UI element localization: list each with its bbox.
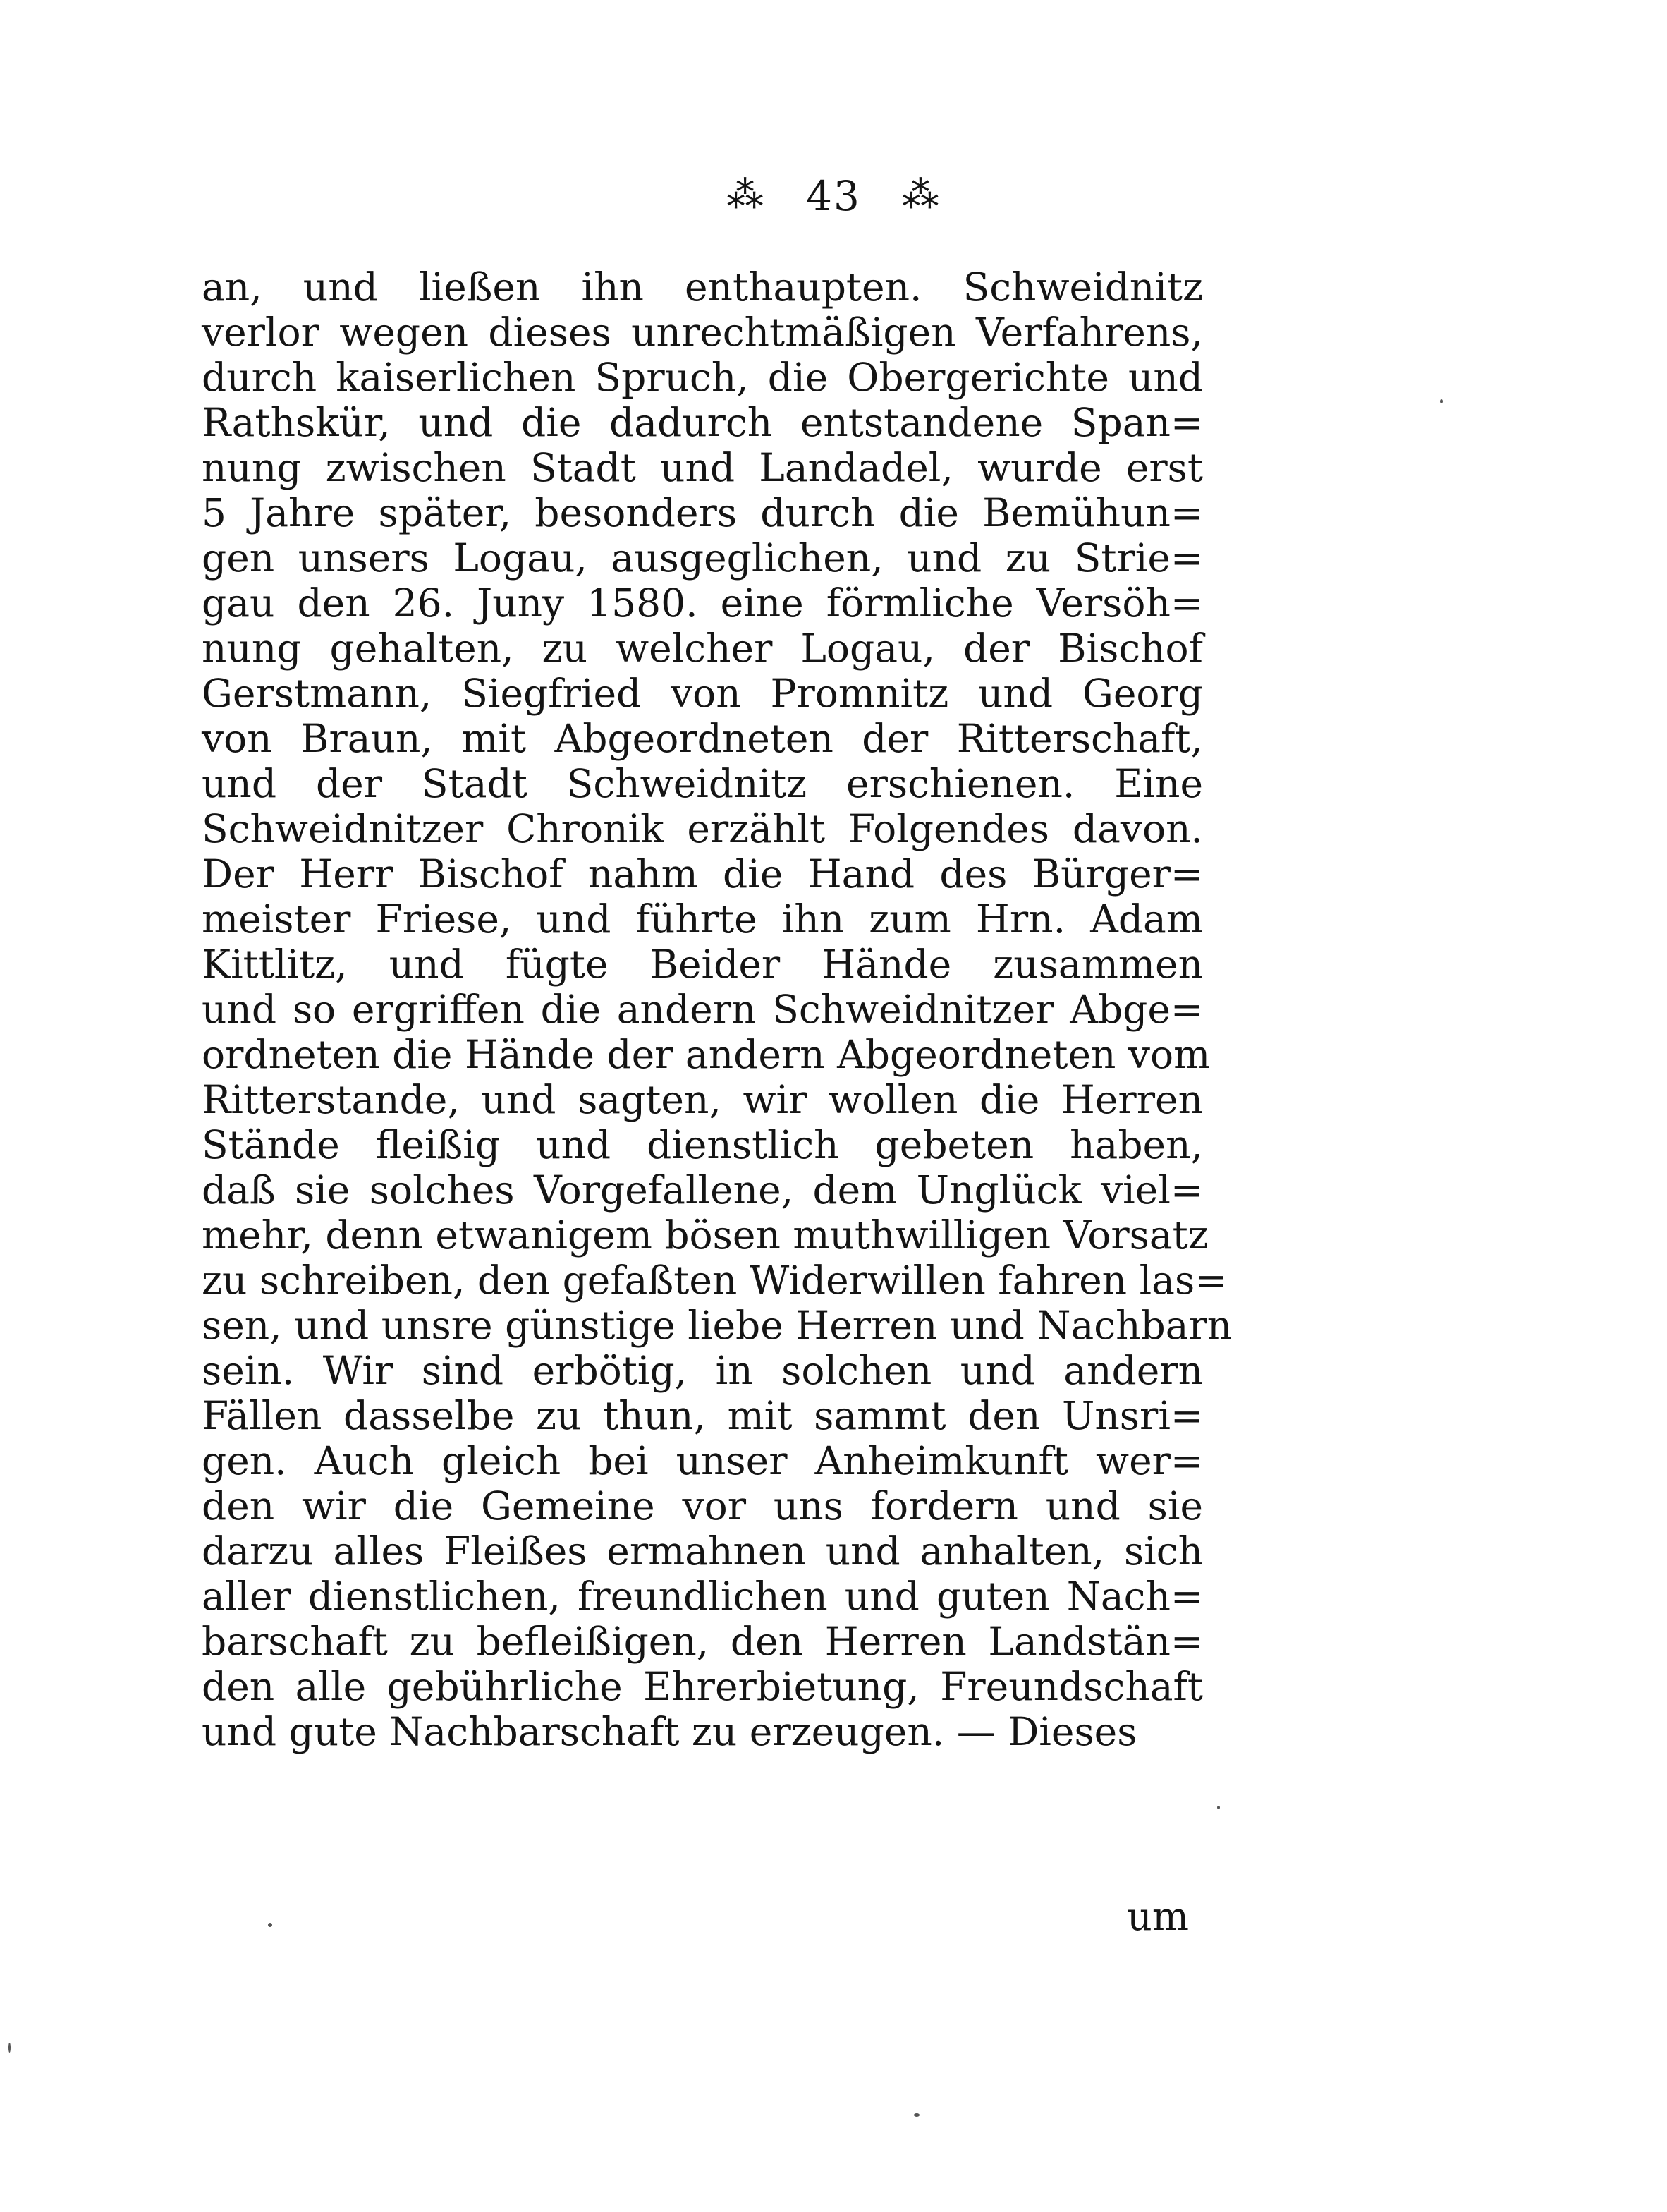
- text-line: darzu alles Fleißes ermahnen und anhalten, sich: [202, 1529, 1203, 1574]
- text-line: von Braun, mit Abgeordneten der Ritterschaft,: [202, 716, 1203, 761]
- text-line: zu schreiben, den gefaßten Widerwillen fahren las=: [202, 1258, 1228, 1303]
- text-line: sein. Wir sind erbötig, in solchen und andern: [202, 1348, 1203, 1393]
- text-line: nung gehalten, zu welcher Logau, der Bischof: [202, 626, 1203, 671]
- text-line: und so ergriffen die andern Schweidnitzer Abge=: [202, 987, 1203, 1032]
- text-line: gen unsers Logau, ausgeglichen, und zu Strie=: [202, 535, 1203, 581]
- scan-speck: [268, 1923, 272, 1927]
- page-number: 43: [806, 172, 861, 220]
- text-line: Kittlitz, und fügte Beider Hände zusammen: [202, 942, 1203, 987]
- text-line: an, und ließen ihn enthaupten. Schweidnitz: [202, 265, 1203, 310]
- text-line: sen, und unsre günstige liebe Herren und Nachbarn: [202, 1303, 1233, 1348]
- text-line: verlor wegen dieses unrechtmäßigen Verfahrens,: [202, 310, 1203, 355]
- catchword: um: [1127, 1894, 1189, 1939]
- scan-speck: [1217, 1806, 1220, 1809]
- text-line: gen. Auch gleich bei unser Anheimkunft wer=: [202, 1438, 1203, 1483]
- text-line: Schweidnitzer Chronik erzählt Folgendes davon.: [202, 806, 1203, 851]
- text-line: und gute Nachbarschaft zu erzeugen. — Dieses: [202, 1709, 1137, 1754]
- text-line: mehr, denn etwanigem bösen muthwilligen Vorsatz: [202, 1213, 1209, 1258]
- text-line: aller dienstlichen, freundlichen und guten Nach=: [202, 1574, 1203, 1619]
- text-line: barschaft zu befleißigen, den Herren Landstän=: [202, 1619, 1203, 1664]
- text-line: den wir die Gemeine vor uns fordern und sie: [202, 1483, 1203, 1529]
- scan-speck: [8, 2043, 11, 2053]
- text-line: den alle gebührliche Ehrerbietung, Freundschaft: [202, 1664, 1203, 1709]
- text-line: ordneten die Hände der andern Abgeordneten vom: [202, 1032, 1211, 1077]
- text-line: Ritterstande, und sagten, wir wollen die Herren: [202, 1077, 1203, 1122]
- text-line: Rathskür, und die dadurch entstandene Span=: [202, 400, 1203, 445]
- text-line: meister Friese, und führte ihn zum Hrn. Adam: [202, 897, 1203, 942]
- text-line: Der Herr Bischof nahm die Hand des Bürger=: [202, 851, 1203, 897]
- ornament-left-icon: ⁂: [726, 174, 765, 217]
- text-line: durch kaiserlichen Spruch, die Obergerichte und: [202, 355, 1203, 400]
- text-line: Stände fleißig und dienstlich gebeten haben,: [202, 1122, 1203, 1167]
- text-line: daß sie solches Vorgefallene, dem Unglück viel=: [202, 1167, 1203, 1213]
- text-line: Gerstmann, Siegfried von Promnitz und Georg: [202, 671, 1203, 716]
- ornament-right-icon: ⁂: [902, 174, 941, 217]
- text-line: nung zwischen Stadt und Landadel, wurde erst: [202, 445, 1203, 490]
- text-line: und der Stadt Schweidnitz erschienen. Eine: [202, 761, 1203, 806]
- text-line: 5 Jahre später, besonders durch die Bemühun=: [202, 490, 1203, 535]
- scan-speck: [1440, 399, 1443, 403]
- scan-speck: [914, 2113, 920, 2117]
- text-line: Fällen dasselbe zu thun, mit sammt den Unsri=: [202, 1393, 1203, 1438]
- text-line: gau den 26. Juny 1580. eine förmliche Versöh=: [202, 581, 1203, 626]
